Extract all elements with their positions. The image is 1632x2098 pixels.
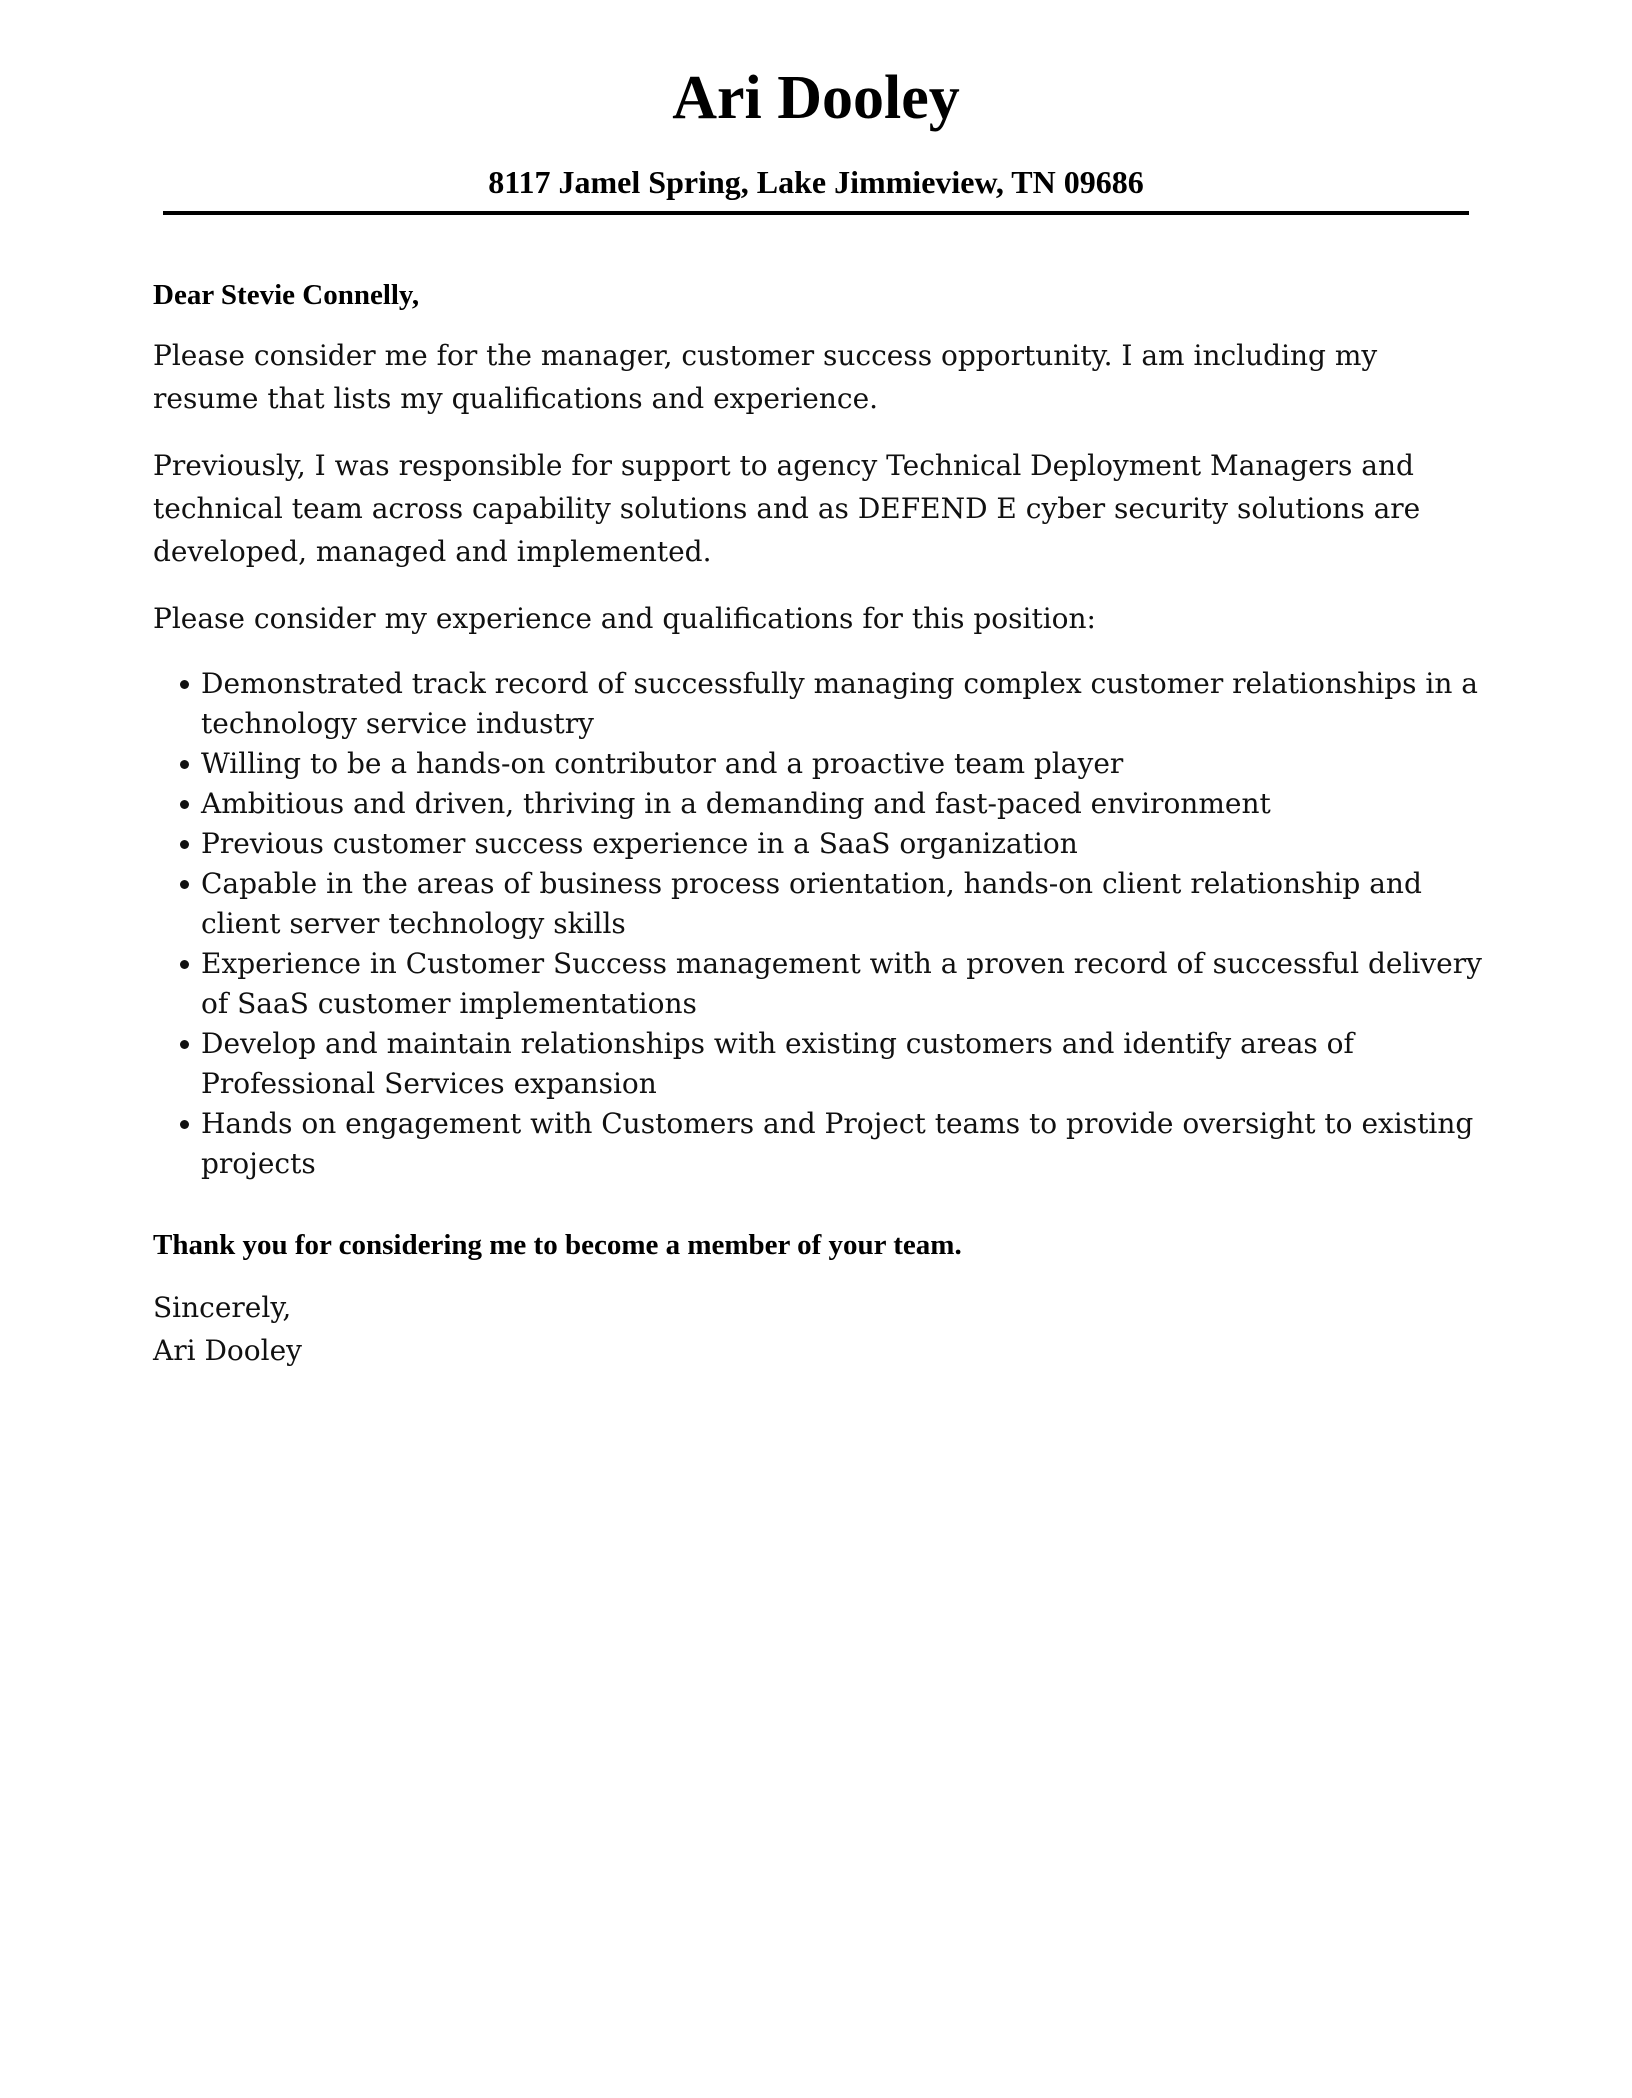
list-item-text: Demonstrated track record of successfully managing complex customer relationships in a technology service industry: [201, 667, 1478, 740]
bullet-icon: [180, 760, 189, 769]
list-item-text: Develop and maintain relationships with existing customers and identify areas of Professional Services expansion: [201, 1027, 1354, 1100]
bullet-icon: [180, 680, 189, 689]
bullet-icon: [180, 1040, 189, 1049]
list-item-text: Willing to be a hands-on contributor and a proactive team player: [201, 747, 1124, 780]
bullet-icon: [180, 1120, 189, 1129]
applicant-address: 8117 Jamel Spring, Lake Jimmieview, TN 09686: [488, 164, 1144, 200]
list-item-text: Previous customer success experience in a SaaS organization: [201, 827, 1078, 860]
closing-line: Thank you for considering me to become a member of your team.: [153, 1229, 962, 1261]
letter-header: [163, 58, 1469, 202]
bullet-icon: [180, 960, 189, 969]
list-item: [153, 664, 1483, 744]
bullet-icon: [180, 800, 189, 809]
list-item: [153, 864, 1483, 944]
salutation: Dear Stevie Connelly,: [153, 279, 420, 311]
qualifications-intro: Please consider my experience and qualifications for this position:: [153, 602, 1096, 635]
signature-name: Ari Dooley: [153, 1334, 302, 1367]
bullet-icon: [180, 840, 189, 849]
letter-body: [153, 270, 1483, 1372]
list-item-text: Ambitious and driven, thriving in a demanding and fast-paced environment: [201, 787, 1271, 820]
qualifications-list: [153, 664, 1483, 1184]
list-item: [153, 944, 1483, 1024]
header-divider: [163, 211, 1469, 215]
experience-paragraph: Previously, I was responsible for support to agency Technical Deployment Managers and technical team across capability solutions and as DEFEND E cyber security solutions are developed, managed and implemented.: [153, 449, 1421, 568]
intro-paragraph: Please consider me for the manager, customer success opportunity. I am including my resume that lists my qualifications and experience.: [153, 339, 1378, 415]
list-item-text: Experience in Customer Success management with a proven record of successful delivery of SaaS customer implementations: [201, 947, 1482, 1020]
list-item-text: Hands on engagement with Customers and Project teams to provide oversight to existing projects: [201, 1107, 1474, 1180]
list-item: [153, 1104, 1483, 1184]
list-item: [153, 824, 1483, 864]
bullet-icon: [180, 880, 189, 889]
list-item: [153, 1024, 1483, 1104]
list-item: [153, 744, 1483, 784]
applicant-name: Ari Dooley: [672, 64, 960, 132]
signoff: Sincerely,: [153, 1291, 292, 1324]
list-item: [153, 784, 1483, 824]
list-item-text: Capable in the areas of business process orientation, hands-on client relationship and client server technology skills: [201, 867, 1422, 940]
